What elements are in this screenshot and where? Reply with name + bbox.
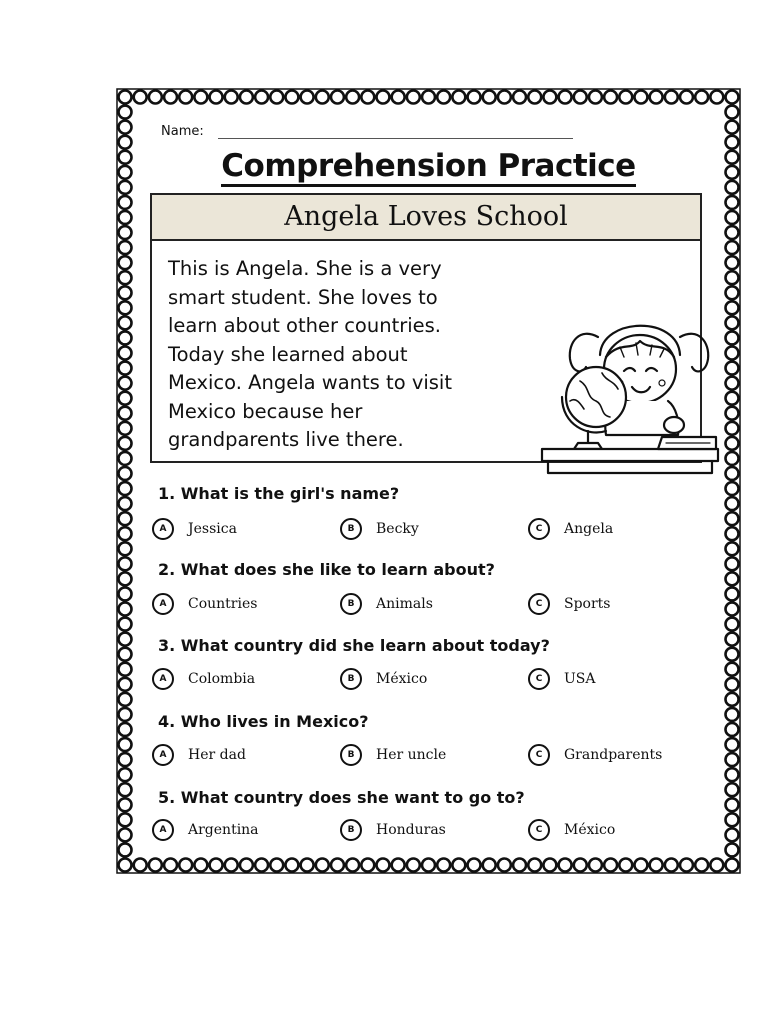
question-5-options — [152, 819, 712, 845]
answer-bubble-a[interactable]: A — [152, 744, 174, 766]
option-text: Her uncle — [376, 747, 447, 763]
option-text: Honduras — [376, 822, 446, 838]
passage-line: This is Angela. She is a very — [168, 257, 442, 280]
answer-bubble-b[interactable]: B — [340, 819, 362, 841]
question-1-options — [152, 518, 712, 544]
option-text: Sports — [564, 596, 611, 612]
q4-option-b[interactable] — [340, 744, 446, 766]
option-text: Angela — [564, 521, 614, 537]
q2-option-b[interactable] — [340, 593, 433, 615]
passage-line: learn about other countries. — [168, 314, 442, 337]
answer-bubble-b[interactable]: B — [340, 518, 362, 540]
answer-bubble-c[interactable]: C — [528, 593, 550, 615]
q5-option-b[interactable] — [340, 819, 446, 841]
q4-option-c[interactable] — [528, 744, 662, 766]
question-3: 3. What country did she learn about today? — [158, 636, 550, 655]
option-text: Argentina — [188, 822, 259, 838]
worksheet-title — [116, 148, 741, 184]
passage-line: smart student. She loves to — [168, 285, 438, 309]
answer-bubble-c[interactable]: C — [528, 668, 550, 690]
name-row — [161, 124, 573, 139]
answer-bubble-b[interactable]: B — [340, 593, 362, 615]
option-text: Becky — [376, 521, 419, 537]
q1-option-b[interactable] — [340, 518, 419, 540]
answer-bubble-a[interactable]: A — [152, 819, 174, 841]
answer-bubble-a[interactable]: A — [152, 593, 174, 615]
q5-option-c[interactable] — [528, 819, 615, 841]
answer-bubble-a[interactable]: A — [152, 668, 174, 690]
option-text: Her dad — [188, 747, 246, 763]
passage-line: Today she learned about — [168, 342, 408, 366]
question-2-options — [152, 593, 712, 619]
passage-line: grandparents live there. — [168, 428, 404, 451]
answer-bubble-a[interactable]: A — [152, 518, 174, 540]
worksheet-title-text: Comprehension Practice — [221, 148, 635, 187]
q1-option-a[interactable] — [152, 518, 237, 540]
name-write-line[interactable] — [218, 126, 573, 139]
passage-line: Mexico because her — [168, 399, 363, 423]
q3-option-c[interactable] — [528, 668, 596, 690]
q2-option-c[interactable] — [528, 593, 610, 615]
q3-option-b[interactable] — [340, 668, 427, 690]
option-text: México — [564, 822, 616, 838]
answer-bubble-c[interactable]: C — [528, 518, 550, 540]
option-text: USA — [564, 671, 596, 687]
question-4: 4. Who lives in Mexico? — [158, 712, 369, 731]
passage-line: Mexico. Angela wants to visit — [168, 371, 452, 394]
q5-option-a[interactable] — [152, 819, 259, 841]
option-text: Grandparents — [564, 747, 663, 763]
q2-option-a[interactable] — [152, 593, 257, 615]
answer-bubble-b[interactable]: B — [340, 744, 362, 766]
worksheet-page — [116, 88, 741, 874]
girl-with-globe-at-desk-icon — [540, 297, 720, 477]
q3-option-a[interactable] — [152, 668, 255, 690]
name-label: Name: — [161, 124, 204, 139]
q1-option-c[interactable] — [528, 518, 613, 540]
answer-bubble-c[interactable]: C — [528, 744, 550, 766]
question-3-options — [152, 668, 712, 694]
option-text: Colombia — [188, 671, 256, 687]
option-text: Countries — [188, 596, 258, 612]
q4-option-a[interactable] — [152, 744, 246, 766]
question-4-options — [152, 744, 712, 770]
story-passage — [168, 255, 528, 455]
story-title: Angela Loves School — [150, 193, 702, 241]
question-5: 5. What country does she want to go to? — [158, 788, 525, 807]
answer-bubble-b[interactable]: B — [340, 668, 362, 690]
option-text: Jessica — [188, 521, 237, 537]
answer-bubble-c[interactable]: C — [528, 819, 550, 841]
option-text: México — [376, 671, 428, 687]
story-box — [150, 241, 702, 463]
question-2: 2. What does she like to learn about? — [158, 560, 495, 579]
question-1: 1. What is the girl's name? — [158, 484, 400, 503]
option-text: Animals — [376, 596, 433, 612]
